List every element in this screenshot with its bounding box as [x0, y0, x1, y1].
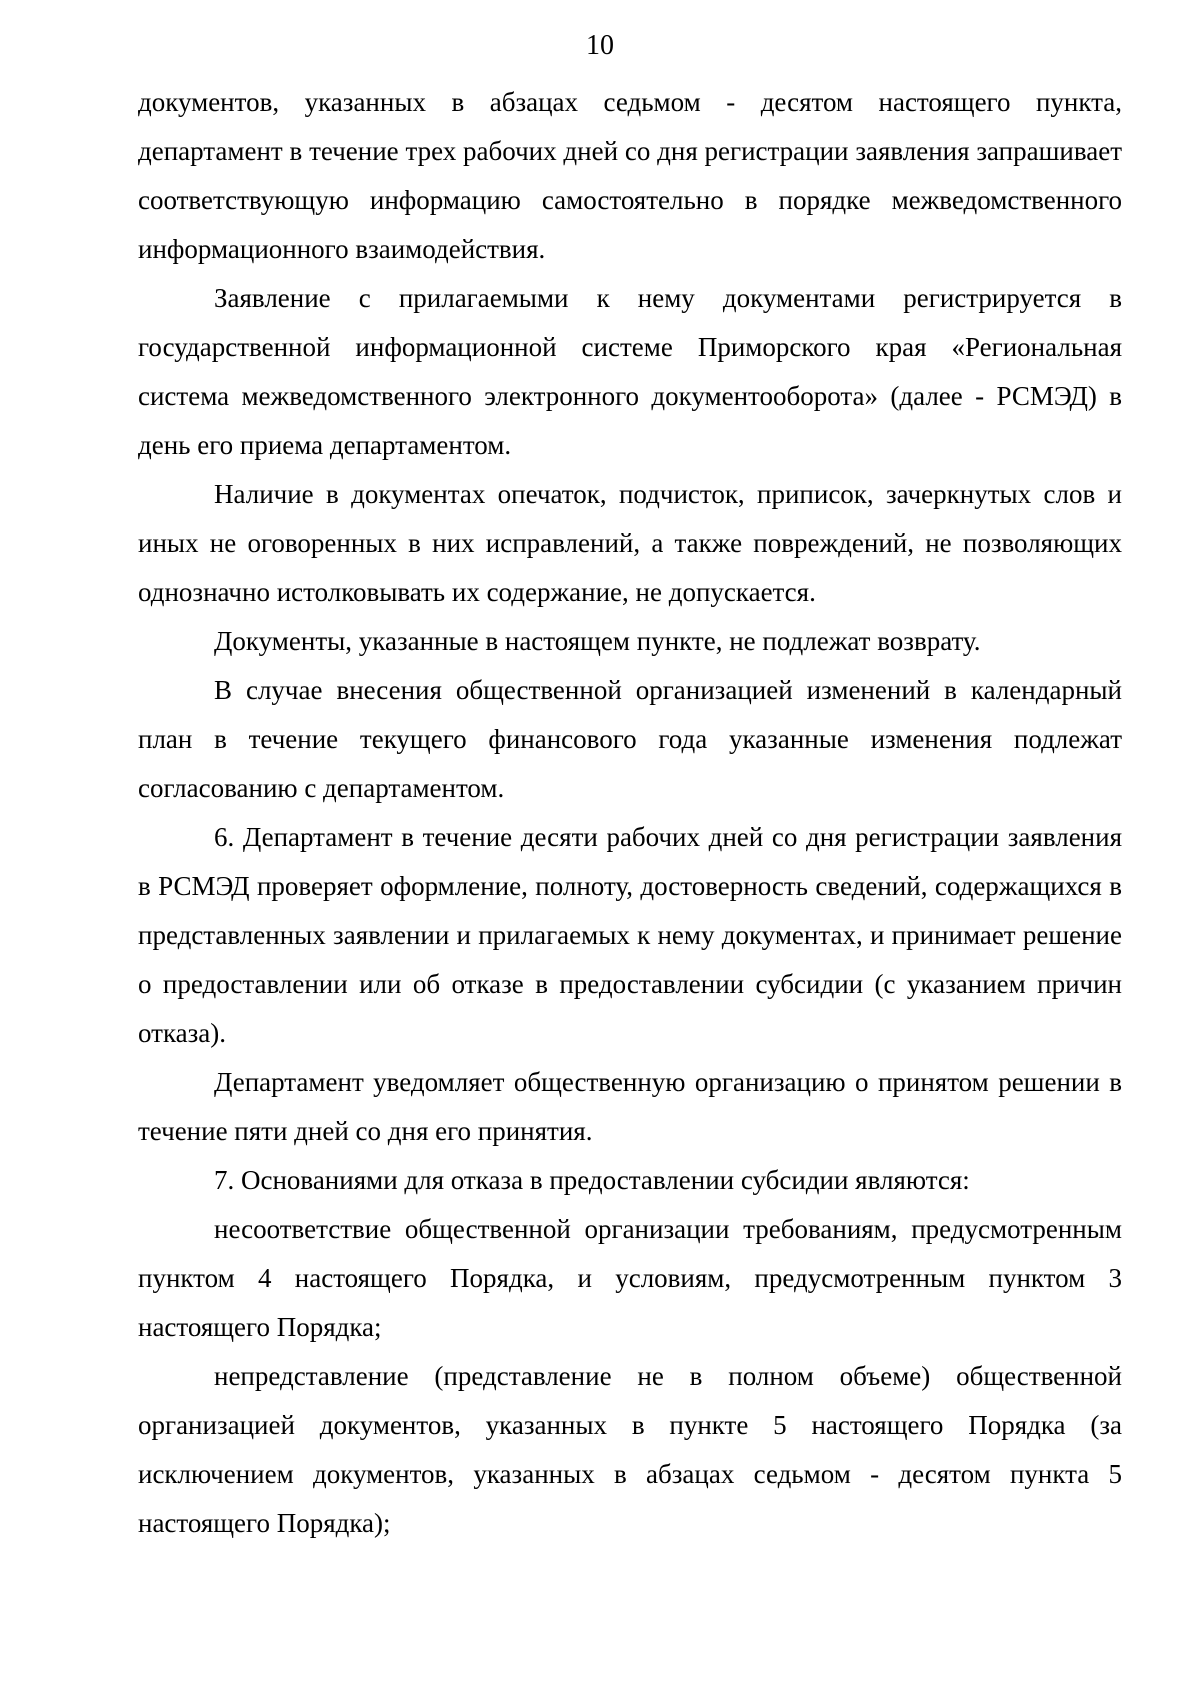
paragraph-item-6: 6. Департамент в течение десяти рабочих дней со дня регистрации заявления в РСМЭД проверяет оформление, полноту, достоверность сведений, содержащихся в представленных заявлении и прилагаемых к нему документах, и принимает решение о предоставлении или об отказе в предоставлении субсидии (с указанием причин отказа).: [138, 822, 1122, 1048]
paragraph-no-return: Документы, указанные в настоящем пункте, не подлежат возврату.: [214, 626, 981, 656]
paragraph-item-7: 7. Основаниями для отказа в предоставлении субсидии являются:: [214, 1165, 970, 1195]
document-body: [138, 78, 1122, 1548]
paragraph-continuation: документов, указанных в абзацах седьмом - десятом настоящего пункта, департамент в течение трех рабочих дней со дня регистрации заявления запрашивает соответствующую информацию самостоятельно в порядке межведомственного информационного взаимодействия.: [138, 87, 1122, 264]
paragraph-registration: Заявление с прилагаемыми к нему документами регистрируется в государственной информационной системе Приморского края «Региональная система межведомственного электронного документооборота» (далее - РСМЭД) в день его приема департаментом.: [138, 283, 1122, 460]
paragraph-corrections: Наличие в документах опечаток, подчисток, приписок, зачеркнутых слов и иных не оговоренных в них исправлений, а также повреждений, не позволяющих однозначно истолковывать их содержание, не допускается.: [138, 479, 1122, 607]
paragraph-notification: Департамент уведомляет общественную организацию о принятом решении в течение пяти дней со дня его принятия.: [138, 1067, 1122, 1146]
paragraph-refusal-reason-1: несоответствие общественной организации требованиям, предусмотренным пунктом 4 настоящего Порядка, и условиям, предусмотренным пунктом 3 настоящего Порядка;: [138, 1214, 1122, 1342]
page-number: 10: [586, 30, 614, 61]
paragraph-plan-changes: В случае внесения общественной организацией изменений в календарный план в течение текущего финансового года указанные изменения подлежат согласованию с департаментом.: [138, 675, 1122, 803]
paragraph-refusal-reason-2: непредставление (представление не в полном объеме) общественной организацией документов, указанных в пункте 5 настоящего Порядка (за исключением документов, указанных в абзацах седьмом - десятом пункта 5 настоящего Порядка);: [138, 1361, 1122, 1538]
